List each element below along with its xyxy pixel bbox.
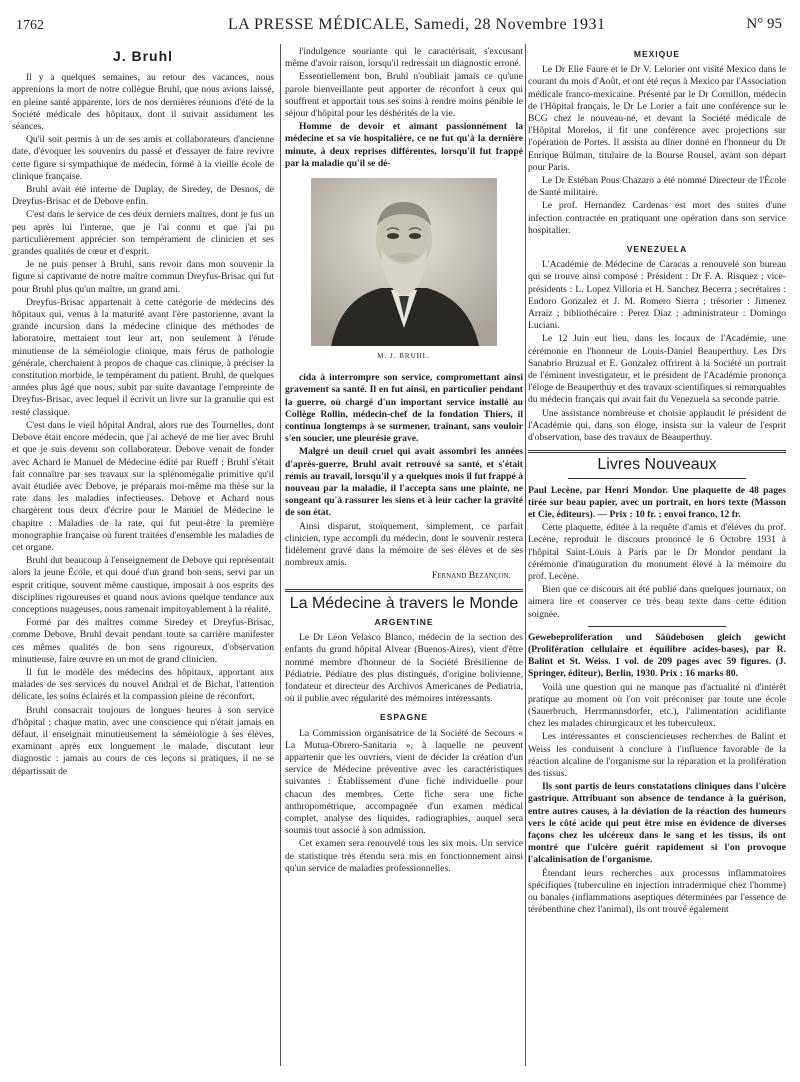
- paragraph: Il y a quelques semaines, au retour des vacances, nous apprenions la mort de notre collègue Bruhl, que nous avions laissé, en pleine santé apparente, lors de nos dernières réunions d'été de la Société médicale des hôpitaux, dont il suivait assidument les séances.: [12, 72, 274, 133]
- paragraph: Le Dr Estéban Pous Chazaro a été nommé Directeur de l'École de Santé militaire.: [528, 175, 786, 199]
- issue-number: N° 95: [746, 16, 782, 32]
- paragraph: l'indulgence souriante qui le caractérisait, s'excusant même d'avoir raison, lorsqu'il redressait un diagnostic erroné.: [285, 46, 523, 70]
- paragraph: Le prof. Hernandez Cardenas est mort des suites d'une infection contractée en pratiquant une opération dans son service hospitalier.: [528, 200, 786, 236]
- book-title: Paul Lecène, par Henri Mondor. Une plaquette de 48 pages tirée sur beau papier, avec un portrait, en hors texte (Masson et Cie, éditeurs). — Prix : 10 fr. ; envoi franco, 12 fr.: [528, 484, 786, 520]
- section-rule: [568, 478, 746, 479]
- paragraph: Voilà une question qui ne manque pas d'actualité ni d'intérêt pratique au moment où l'on voit préconiser par toute une école (Sauerbruch, Herrmannsdorfer, etc.), l'alimentation acidifiante chez les malades chirurgicaux et les tuberculeux.: [528, 681, 786, 730]
- column-1: [12, 46, 274, 779]
- obituary-heading: J. Bruhl: [112, 48, 174, 64]
- book-title: Gewebeproliferation und Säüdebosen gleich gewicht (Prolifération cellulaire et équilibre acides-bases), par R. Balint et St. Weiss. 1 vol. de 209 pages avec 59 figures. (J. Springer, éditeur), Berlin, 1930. Prix : 16 marks 80.: [528, 631, 786, 680]
- section-rule: [285, 589, 523, 592]
- column-divider: [280, 44, 281, 1066]
- paragraph: La Commission organisatrice de la Société de Secours « La Mutua-Obrero-Sanitaria », à laquelle ne peuvent appartenir que les ouvriers, vient de décider la création d'un service de Médecine préventive avec les caractéristiques suivantes : Établissement d'une fiche individuelle pour chacun des membres. Cette fiche sera une fiche anthropométrique, accompagnée d'un examen médical complet, analyse des liquides, radiographies, auquel sera soumis tout associé à son admission.: [285, 727, 523, 837]
- paragraph: Malgré un deuil cruel qui avait assombri les années d'après-guerre, Bruhl avait retrouvé sa santé, et s'était remis au travail, lorsqu'il y a quelques mois il fut frappé à nouveau par la maladie, il l'accepta sans une plainte, ne songeant qu'à rassurer les siens et à leur cacher la gravité de son état.: [285, 446, 523, 519]
- portrait-illustration: [311, 178, 497, 346]
- paragraph: Les intéressantes et consciencieuses recherches de Balint et Weiss les conduisent à conclure à l'influence favorable de la réaction alcaline de l'organisme sur la réparation et la prolifération des tissus.: [528, 731, 786, 779]
- paragraph: Une assistance nombreuse et choisie applaudit le président de l'Académie qui, dans son éloge, insista sur la valeur de l'esprit d'observation, base des travaux de Beauperthuy.: [528, 407, 786, 444]
- paragraph: cida à interrompre son service, compromettant ainsi gravement sa santé. Il en fut ainsi, en particulier pendant la guerre, où chargé d'un important service installé au Collège Rollin, médecin-chef de la fondation Thiers, il continua longtemps à se surmener, traînant, sans vouloir s'en soucier, une pleurésie grave.: [285, 372, 523, 445]
- review-divider: [588, 626, 726, 627]
- paragraph: Homme de devoir et aimant passionnément la médecine et sa vie hospitalière, ce ne fut qu'à la dernière minute, à deux reprises différentes, lorsqu'il fut frappé par la maladie qu'il se dé-: [285, 121, 523, 169]
- paragraph: C'est dans le vieil hôpital Andral, alors rue des Tournelles, dont Debove était encore médecin, que j'ai achevé de me lier avec Bruhl et que je suis devenu son collaborateur. Debove venait de fonder avec Achard le Manuel de Médecine édité par Rueff ; Bruhl s'était fait connaître par ses travaux sur la splénomégalie primitive qu'il avait étudiée avec Debove, je préparais moi-même ma thèse sur la rate dans les maladies infectieuses. Debove et Achard nous chargèrent tous deux d'écrire pour le Manuel de Médecine le chapitre : Maladies de la rate, qui fut peut-être la première monographie française où furent traitées d'ensemble les maladies de cet organe.: [12, 419, 274, 553]
- paragraph: Formé par des maîtres comme Siredey et Dreyfus-Brisac, comme Debove, Bruhl devait pendant toute sa carrière manifester ces mêmes qualités de bon sens rigoureux, d'observation minutieuse, faire œuvre en un mot de grand clinicien.: [12, 617, 274, 665]
- paragraph: L'Académie de Médecine de Caracas a renouvelé son bureau qui se trouve ainsi composé : Président : Dr F. A. Risquez ; vice-présidents : L. Lopez Villoria et H. Sanchez Becerra ; secrétaires : Endoro Gonzalez et J. M. Romero Sierra ; trésorier : Jimenez Arraiz ; bibliothécaire : Perez Diaz ; administrateur : Domingo Luciani.: [528, 259, 786, 332]
- paragraph: Cette plaquette, éditée à la requête d'amis et d'élèves du prof. Lecène, reproduit le discours prononcé le 6 Octobre 1931 à l'hôpital Saint-Louis à Paris par le Dr Mondor pendant la cérémonie d'inauguration du monument élevé à la mémoire du prof. Lecène.: [528, 522, 786, 582]
- paragraph: Essentiellement bon, Bruhl n'oubliait jamais ce qu'une parole bienveillante peut apporter de réconfort à ceux qui souffrent et apportait tous ses soins à rendre moins pénible le séjour d'hôpital pour les déshérités de la vie.: [285, 71, 523, 120]
- journal-title: LA PRESSE MÉDICALE, Samedi, 28 Novembre 1931: [228, 16, 606, 33]
- section-heading: Livres Nouveaux: [597, 456, 717, 474]
- paragraph: Qu'il soit permis à un de ses amis et collaborateurs d'ancienne date, d'évoquer les souvenirs du passé et d'essayer de faire revivre cette figure si sympathique de médecin, formé à la vieille école de clinique française.: [12, 134, 274, 182]
- paragraph: Cet examen sera renouvelé tous les six mois. Un service de statistique très étendu sera mis en fonctionnement ainsi qu'un service de maladies professionnelles.: [285, 838, 523, 874]
- paragraph: Bruhl dut beaucoup à l'enseignement de Debove qui représentait alors la jeune École, et qui doué d'un grand bon sens, servi par un esprit critique, souvent même caustique, imposait à nos esprits des disciplines rigoureuses et quand nous avions quelque tendance aux conceptions nuageuses, nous ramenait impitoyablement à la réalité.: [12, 555, 274, 615]
- paragraph: Ils sont partis de leurs constatations cliniques dans l'ulcère gastrique. Attribuant son absence de tendance à la guérison, entre autres causes, à la déviation de la réaction des humeurs vers le côté acide qui peut être mise en évidence de diverses façons chez les ulcéreux dans le sang et les tissus, ils ont montré que l'ulcère guérit rapidement si l'on provoque l'alcalinisation de l'organisme.: [528, 781, 786, 866]
- paragraph: Le 12 Juin eut lieu, dans les locaux de l'Académie, une cérémonie en l'honneur de Louis-Daniel Beauperthuy. Les Drs Sanabrio Bruzual et E. Gonzalez offrirent à la Société un portrait de l'éminent investigateur, et le président de l'Académie prononça l'éloge de Beauperthuy et des travaux scientifiques si remarquables du médecin français qui avait fait du Venezuela sa seconde patrie.: [528, 333, 786, 406]
- country-heading: VENEZUELA: [626, 244, 688, 255]
- section-heading: La Médecine à travers le Monde: [289, 594, 519, 612]
- paragraph: Bruhl consacrait toujours de longues heures à son service d'hôpital ; chaque matin, avec une conscience qui n'était jamais en défaut, il enseignait minutieusement la séméiologie à ses élèves, examinant après eux longuement le malade, discutant leur diagnostic : jamais au cours de ces leçons si pratiques, il ne se départissait de: [12, 704, 274, 777]
- country-heading: ESPAGNE: [380, 712, 428, 723]
- paragraph: Dreyfus-Brisac appartenait à cette catégorie de médecins des hôpitaux qui, venus à la maturité avant l'ère pastorienne, avant la grande incursion dans la médecine clinique des méthodes de laboratoire, mettaient tout leur art, non seulement à l'étude minutieuse de la séméiologie clinique, mais férus de pathologie générale, cherchaient à propos de chaque cas clinique, à préciser la constitution morbide, le tempérament du patient. Bruhl, de quelques années plus âgé que nous, subit par suite davantage l'empreinte de Dreyfus-Brisac, avec lequel il écrivit un livre sur la granulie qui est resté classique.: [12, 296, 274, 418]
- paragraph: Bruhl avait été interne de Duplay, de Siredey, de Desnos, de Dreyfus-Brisac et de Debove enfin.: [12, 184, 274, 208]
- paragraph: Ainsi disparut, stoïquement, simplement, ce parfait clinicien, type accompli du médecin, dont le souvenir restera fidèlement gravé dans la mémoire de ses élèves et de ses nombreux amis.: [285, 520, 523, 569]
- column-divider: [525, 44, 526, 1066]
- paragraph: Il fut le modèle des médecins des hôpitaux, apportant aux malades de ses services du nouvel Andral et de Bichat, l'attention délicate, les soins éclairés et la compassion pleine de réconfort.: [12, 666, 274, 703]
- country-heading: MEXIQUE: [633, 49, 681, 59]
- signature: Fernand Bezançon.: [431, 570, 511, 582]
- page-header: [0, 0, 800, 40]
- paragraph: C'est dans le service de ces deux derniers maîtres, dont je fus un peu après lui l'interne, que je l'ai connu et que j'ai pu particulièrement apprécier son tempérament de clinicien et ses grandes qualités de cœur et d'esprit.: [12, 209, 274, 258]
- paragraph: Bien que ce discours ait été publié dans quelques journaux, on aimera lire et conserver ce très beau texte dans cette édition soignée.: [528, 584, 786, 620]
- country-heading: ARGENTINE: [374, 616, 434, 627]
- paragraph: Le Dr Léon Velasco Blanco, médecin de la section des enfants du grand hôpital Alvear (Buenos-Aires), vient d'être nommé membre d'honneur de la Société Brésilienne de Pédiatrie. Pédiatre des plus distingués, d'origine bolivienne, fondateur et directeur des Archivos Americanes de Pediatria, où il publie avec régularité des mémoires intéressants.: [285, 632, 523, 705]
- photo-caption: M. J. BRUHL.: [377, 352, 431, 361]
- column-3: [528, 46, 786, 917]
- page-number: 1762: [16, 18, 44, 33]
- paragraph: Le Dr Elie Faure et le Dr V. Lelorier ont visité Mexico dans le courant du mois d'Août, et ont été reçus à Mexico par l'Association médicale franco-mexicaine. Présenté par le Dr Cornillon, médecin de l'Hôpital français, le Dr Le Lorier a fait une conférence sur le BCG chez le nouveau-né, et devant la Société médicale de l'Hôpital Morelos, il fit une conférence avec projections sur l'opération de Portes. Il assista au dîner donné en l'honneur du Dr Enrique Bülman, titulaire de la Bourse Rousel, avant son départ pour Paris.: [528, 64, 786, 173]
- paragraph: Je ne puis penser à Bruhl, sans revoir dans mon souvenir la figure si captivante de notre maître commun Dreyfus-Brisac qui fut pour Bruhl plus qu'un maître, un grand ami.: [12, 259, 274, 295]
- column-2: [285, 46, 523, 876]
- section-rule: [528, 450, 786, 453]
- paragraph: Étendant leurs recherches aux processus inflammatoires spécifiques (tuberculine en injection intradermique chez l'homme) ou banales (inflammations aseptiques déterminées par l'essence de térébenthine chez l'animal), ils ont trouvé également: [528, 867, 786, 916]
- portrait-photo: [311, 178, 497, 346]
